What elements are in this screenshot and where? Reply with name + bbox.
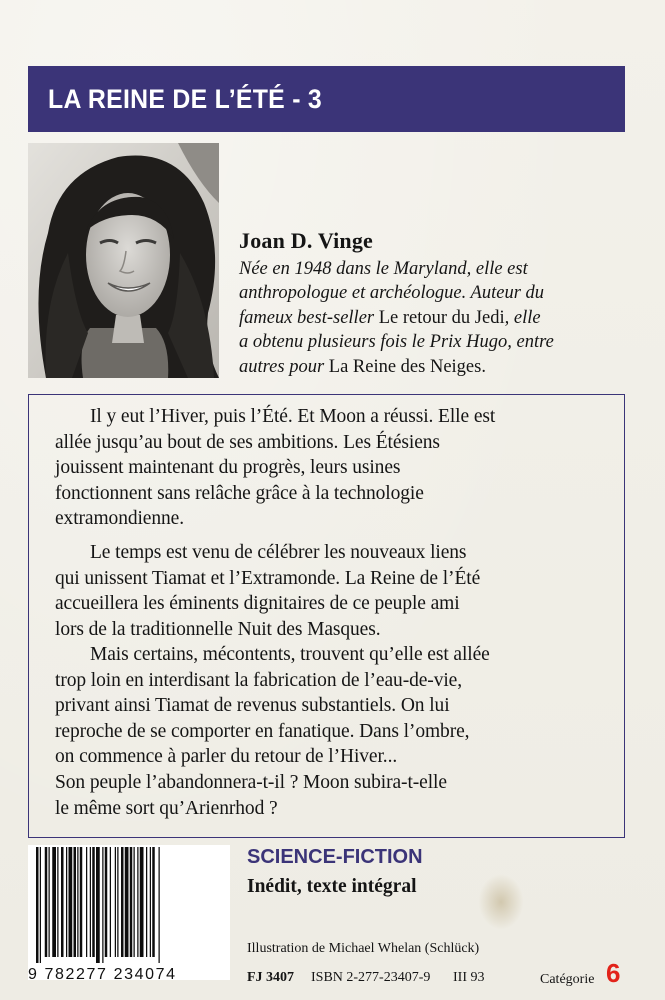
paper-stain [478, 874, 524, 930]
bio-text: fameux best-seller [239, 307, 379, 328]
blurb-paragraph [55, 642, 615, 821]
barcode-bar [61, 847, 64, 957]
blurb-line: le même sort qu’Arienrhod ? [55, 797, 278, 819]
author-photo [28, 143, 219, 378]
bio-line [239, 355, 639, 379]
blurb-line: privant ainsi Tiamat de revenus substantiels. On lui [55, 695, 450, 717]
blurb-line: Le temps est venu de célébrer les nouveaux liens [90, 542, 467, 563]
bio-text: a obtenu plusieurs fois le Prix Hugo, entre [239, 332, 554, 353]
barcode-bar [49, 847, 50, 957]
blurb-line: fonctionnent sans relâche grâce à la technologie [55, 482, 424, 504]
barcode-bar [77, 847, 78, 957]
barcode-bar [69, 847, 73, 957]
fj-code: FJ 3407 [247, 970, 295, 985]
barcode-bar [36, 847, 39, 963]
blurb-paragraph [55, 404, 615, 532]
book-reference: La Reine des Neiges [328, 356, 482, 377]
barcode-bar [110, 847, 111, 957]
barcode-bar [125, 847, 129, 957]
barcode-bar [92, 847, 95, 957]
barcode-bar [52, 847, 56, 957]
blurb-line: on commence à parler du retour de l’Hiver... [55, 746, 398, 768]
barcode-bar [80, 847, 83, 957]
category-number: 6 [606, 958, 621, 988]
barcode-bar [96, 847, 100, 963]
blurb-paragraph [55, 540, 615, 642]
barcode-bar [117, 847, 118, 957]
barcode-bar [115, 847, 116, 957]
author-bio [239, 257, 639, 379]
barcode-bar [134, 847, 135, 957]
blurb-line: lors de la traditionnelle Nuit des Masques. [55, 618, 381, 640]
isbn: ISBN 2-277-23407-9 [311, 970, 431, 985]
barcode-bars [28, 845, 230, 965]
barcode-bar [86, 847, 87, 957]
book-title: LA REINE DE L’ÉTÉ - 3 [48, 83, 323, 114]
blurb-line: jouissent maintenant du progrès, leurs usines [55, 457, 401, 479]
barcode-bar [40, 847, 41, 963]
author-portrait-image [28, 143, 219, 378]
blurb-line: Mais certains, mécontents, trouvent qu’elle est allée [90, 644, 490, 665]
blurb-line: extramondienne. [55, 508, 184, 530]
barcode-bar [45, 847, 48, 957]
bio-text: anthropologue et archéologue. Auteur du [239, 283, 545, 304]
barcode-bar [130, 847, 133, 957]
book-reference: Le retour du Jedi [378, 307, 505, 328]
barcode-bar [140, 847, 144, 957]
blurb-line: Il y eut l’Hiver, puis l’Été. Et Moon a réussi. Elle est [90, 406, 496, 427]
barcode-bar [121, 847, 124, 957]
blurb-line: qui unissent Tiamat et l’Extramonde. La Reine de l’Été [55, 567, 481, 589]
barcode-bar [57, 847, 58, 957]
edition-label: Inédit, texte intégral [247, 876, 417, 897]
barcode-bar [102, 847, 103, 963]
illustration-credit: Illustration de Michael Whelan (Schlück) [247, 941, 480, 956]
print-run: III 93 [453, 970, 485, 985]
barcode-bar [66, 847, 67, 957]
bio-text: autres pour [239, 356, 329, 377]
barcode-bar [90, 847, 91, 957]
barcode-bar [146, 847, 147, 957]
bio-line [239, 306, 639, 330]
barcode-bar [105, 847, 108, 957]
barcode-bar [159, 847, 160, 963]
book-reference: . [481, 356, 486, 377]
barcode-bar [74, 847, 77, 957]
category-label: Catégorie [540, 972, 595, 987]
barcode-bar [137, 847, 138, 957]
barcode [28, 845, 230, 980]
genre-label: SCIENCE-FICTION [247, 846, 423, 868]
barcode-bar [150, 847, 151, 957]
blurb-line: reproche de se comporter en fanatique. Dans l’ombre, [55, 720, 470, 742]
author-name: Joan D. Vinge [239, 228, 374, 253]
bio-line [239, 281, 639, 305]
bio-text: Née en 1948 dans le Maryland, elle est [239, 259, 528, 279]
blurb-line: allée jusqu’au bout de ses ambitions. Les Étésiens [55, 431, 440, 453]
barcode-digits: 9 782277 234074 [28, 966, 177, 983]
blurb-line: accueillera les éminents dignitaires de ce peuple ami [55, 593, 460, 615]
bio-text: , elle [504, 307, 541, 328]
bio-line [239, 330, 639, 354]
blurb-line: Son peuple l’abandonnera-t-il ? Moon subira-t-elle [55, 771, 447, 793]
bio-line [239, 257, 639, 281]
blurb-line: trop loin en interdisant la fabrication de l’eau-de-vie, [55, 669, 462, 691]
barcode-bar [152, 847, 155, 957]
title-bar [28, 66, 625, 132]
